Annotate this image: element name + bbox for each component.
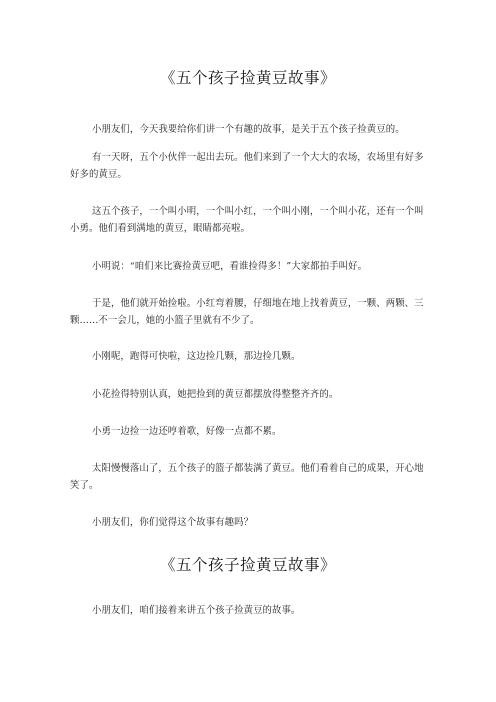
paragraph-xiaoyong: 小勇一边捡一边还哼着歌，好像一点都不累。	[92, 426, 282, 437]
paragraph-five-children: 这五个孩子，一个叫小明，一个叫小红，一个叫小刚，一个叫小花，还有一个叫小勇。他们看到满地的黄豆，眼睛都亮啦。	[70, 206, 424, 234]
paragraph-xiaoming-proposal: 小明说：“咱们来比赛捡黄豆吧，看谁捡得多！”大家都拍手叫好。	[92, 261, 368, 272]
paragraph-sunset: 太阳慢慢落山了，五个孩子的篮子都装满了黄豆。他们看着自己的成果，开心地笑了。	[70, 463, 424, 491]
document-title-repeat: 《五个孩子捡黄豆故事》	[159, 556, 336, 574]
paragraph-xiaohong-picking: 于是，他们就开始捡啦。小红弯着腰，仔细地在地上找着黄豆，一颗、两颗、三颗……不一会儿，她的小篮子里就有不少了。	[70, 298, 424, 326]
paragraph-question: 小朋友们，你们觉得这个故事有趣吗？	[92, 517, 254, 528]
paragraph-farm: 有一天呀，五个小伙伴一起出去玩。他们来到了一个大大的农场，农场里有好多好多的黄豆。	[70, 152, 424, 180]
paragraph-xiaogang: 小刚呢，跑得可快啦，这边捡几颗，那边捡几颗。	[92, 351, 301, 362]
paragraph-xiaohua: 小花捡得特别认真，她把捡到的黄豆都摆放得整整齐齐的。	[92, 389, 339, 400]
paragraph-intro: 小朋友们，今天我要给你们讲一个有趣的故事，是关于五个孩子捡黄豆的。	[92, 124, 405, 135]
document-title: 《五个孩子捡黄豆故事》	[159, 69, 336, 87]
paragraph-continue: 小朋友们，咱们接着来讲五个孩子捡黄豆的故事。	[92, 605, 301, 616]
